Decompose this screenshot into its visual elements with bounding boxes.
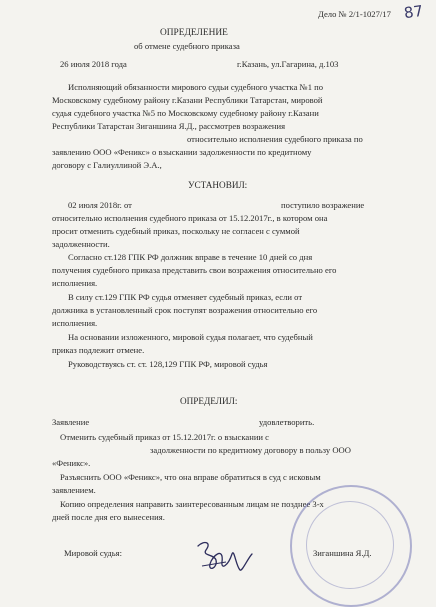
decided-line: дней после дня его вынесения. bbox=[52, 512, 165, 522]
handwritten-page-number: 87 bbox=[402, 1, 425, 23]
established-line: просит отменить судебный приказ, поскольку не согласен с суммой bbox=[52, 226, 300, 236]
decided-heading: ОПРЕДЕЛИЛ: bbox=[180, 396, 238, 406]
decided-line: Отменить судебный приказ от 15.12.2017г. о взыскании с bbox=[60, 432, 269, 442]
established-line: задолженности. bbox=[52, 239, 110, 249]
established-line: приказ подлежит отмене. bbox=[52, 345, 145, 355]
established-line: В силу ст.129 ГПК РФ судья отменяет судебный приказ, если от bbox=[68, 292, 303, 302]
decided-line: Копию определения направить заинтересованным лицам не позднее 3-х bbox=[60, 499, 324, 509]
decided-line: удовлетворить. bbox=[259, 417, 315, 427]
intro-line: Исполняющий обязанности мирового судьи судебного участка №1 по bbox=[68, 82, 324, 92]
established-heading: УСТАНОВИЛ: bbox=[188, 180, 248, 190]
handwritten-signature bbox=[190, 536, 260, 576]
document-place: г.Казань, ул.Гагарина, д.103 bbox=[237, 59, 339, 69]
decided-line: заявлением. bbox=[52, 485, 96, 495]
case-number: Дело № 2/1-1027/17 bbox=[318, 9, 391, 19]
established-line: поступило возражение bbox=[281, 200, 365, 210]
intro-line: Республики Татарстан Зиганшина Я.Д., рассмотрев возражения bbox=[52, 121, 286, 131]
document-subtitle: об отмене судебного приказа bbox=[134, 41, 240, 51]
document-title: ОПРЕДЕЛЕНИЕ bbox=[160, 28, 228, 38]
established-line: относительно исполнения судебного приказа от 15.12.2017г., в котором она bbox=[52, 213, 328, 223]
decided-line: Разъяснить ООО «Феникс», что она вправе обратиться в суд с исковым bbox=[60, 472, 321, 482]
established-line: 02 июля 2018г. от bbox=[68, 200, 132, 210]
intro-line: договору с Галиуллиной Э.А., bbox=[52, 160, 162, 170]
established-line: На основании изложенного, мировой судья полагает, что судебный bbox=[68, 332, 313, 342]
signature-role: Мировой судья: bbox=[64, 548, 122, 558]
decided-line: Заявление bbox=[52, 417, 90, 427]
established-line: исполнения. bbox=[52, 318, 98, 328]
intro-line: относительно исполнения судебного приказа по bbox=[187, 134, 363, 144]
document-date: 26 июля 2018 года bbox=[60, 59, 127, 69]
signature-name: Зиганшина Я.Д. bbox=[313, 548, 372, 558]
established-line: исполнения. bbox=[52, 278, 98, 288]
court-stamp-seal bbox=[290, 485, 412, 607]
intro-line: заявлению ООО «Феникс» о взыскании задолженности по кредитному bbox=[52, 147, 312, 157]
established-line: получения судебного приказа представить свои возражения относительно его bbox=[52, 265, 337, 275]
decided-line: «Феникс». bbox=[52, 458, 91, 468]
established-line: Согласно ст.128 ГПК РФ должник вправе в течение 10 дней со дня bbox=[68, 252, 313, 262]
decided-line: задолженности по кредитному договору в пользу ООО bbox=[150, 445, 351, 455]
established-line: Руководствуясь ст. ст. 128,129 ГПК РФ, мировой судья bbox=[68, 359, 268, 369]
intro-line: судья судебного участка №5 по Московскому судебному району г.Казани bbox=[52, 108, 319, 118]
intro-line: Московскому судебному району г.Казани Республики Татарстан, мировой bbox=[52, 95, 323, 105]
established-line: должника в установленный срок поступят возражения относительно его bbox=[52, 305, 318, 315]
